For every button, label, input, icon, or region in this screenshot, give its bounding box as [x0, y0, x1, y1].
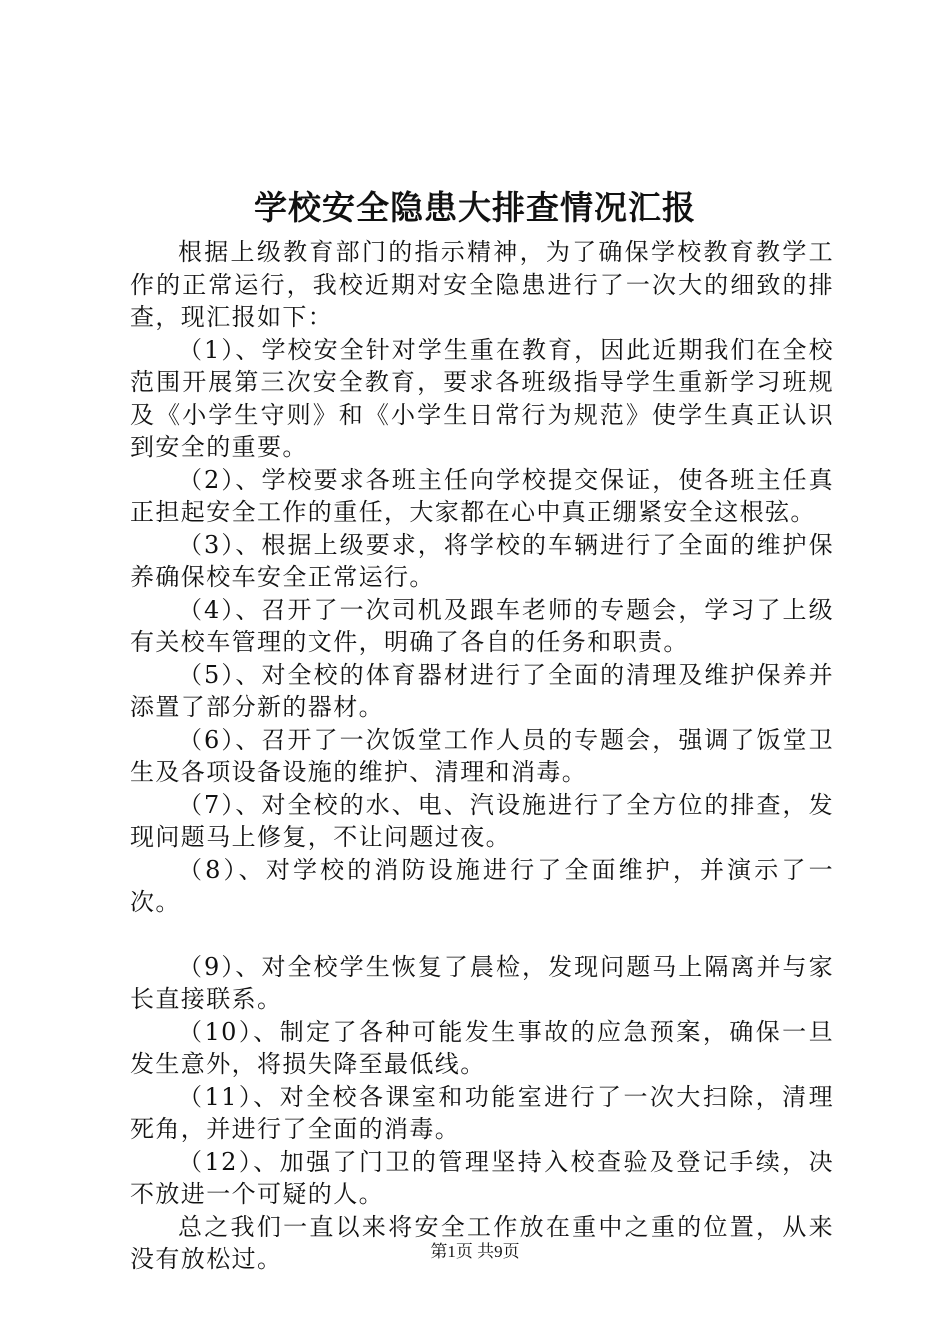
paragraph-item-8: （8）、对学校的消防设施进行了全面维护，并演示了一次。: [130, 855, 834, 916]
paragraph-item-9: （9）、对全校学生恢复了晨检，发现问题马上隔离并与家长直接联系。: [130, 952, 834, 1013]
document-title: 学校安全隐患大排查情况汇报: [254, 188, 696, 227]
paragraph-item-7: （7）、对全校的水、电、汽设施进行了全方位的排查，发现问题马上修复，不让问题过夜。: [130, 790, 834, 851]
paragraph-item-5: （5）、对全校的体育器材进行了全面的清理及维护保养并添置了部分新的器材。: [130, 660, 834, 721]
paragraph-item-11: （11）、对全校各课室和功能室进行了一次大扫除，清理死角，并进行了全面的消毒。: [130, 1082, 834, 1143]
paragraph-conclusion: 总之我们一直以来将安全工作放在重中之重的位置，从来没有放松过。: [130, 1212, 834, 1273]
page-footer: 第1页 共9页: [430, 1242, 520, 1261]
paragraph-item-6: （6）、召开了一次饭堂工作人员的专题会，强调了饭堂卫生及各项设备设施的维护、清理和消毒。: [130, 725, 834, 786]
paragraph-item-1: （1）、学校安全针对学生重在教育，因此近期我们在全校范围开展第三次安全教育，要求各班级指导学生重新学习班规及《小学生守则》和《小学生日常行为规范》使学生真正认识到安全的重要。: [130, 335, 834, 461]
paragraph-item-2: （2）、学校要求各班主任向学校提交保证，使各班主任真正担起安全工作的重任，大家都在心中真正绷紧安全这根弦。: [130, 465, 834, 526]
paragraph-item-3: （3）、根据上级要求，将学校的车辆进行了全面的维护保养确保校车安全正常运行。: [130, 530, 834, 591]
paragraph-item-4: （4）、召开了一次司机及跟车老师的专题会，学习了上级有关校车管理的文件，明确了各自的任务和职责。: [130, 595, 834, 656]
document-body: [130, 236, 834, 1276]
paragraph-item-10: （10）、制定了各种可能发生事故的应急预案，确保一旦发生意外，将损失降至最低线。: [130, 1017, 834, 1078]
paragraph-intro: 根据上级教育部门的指示精神，为了确保学校教育教学工作的正常运行，我校近期对安全隐患进行了一次大的细致的排查，现汇报如下：: [130, 238, 834, 331]
paragraph-item-12: （12）、加强了门卫的管理坚持入校查验及登记手续，决不放进一个可疑的人。: [130, 1147, 834, 1208]
